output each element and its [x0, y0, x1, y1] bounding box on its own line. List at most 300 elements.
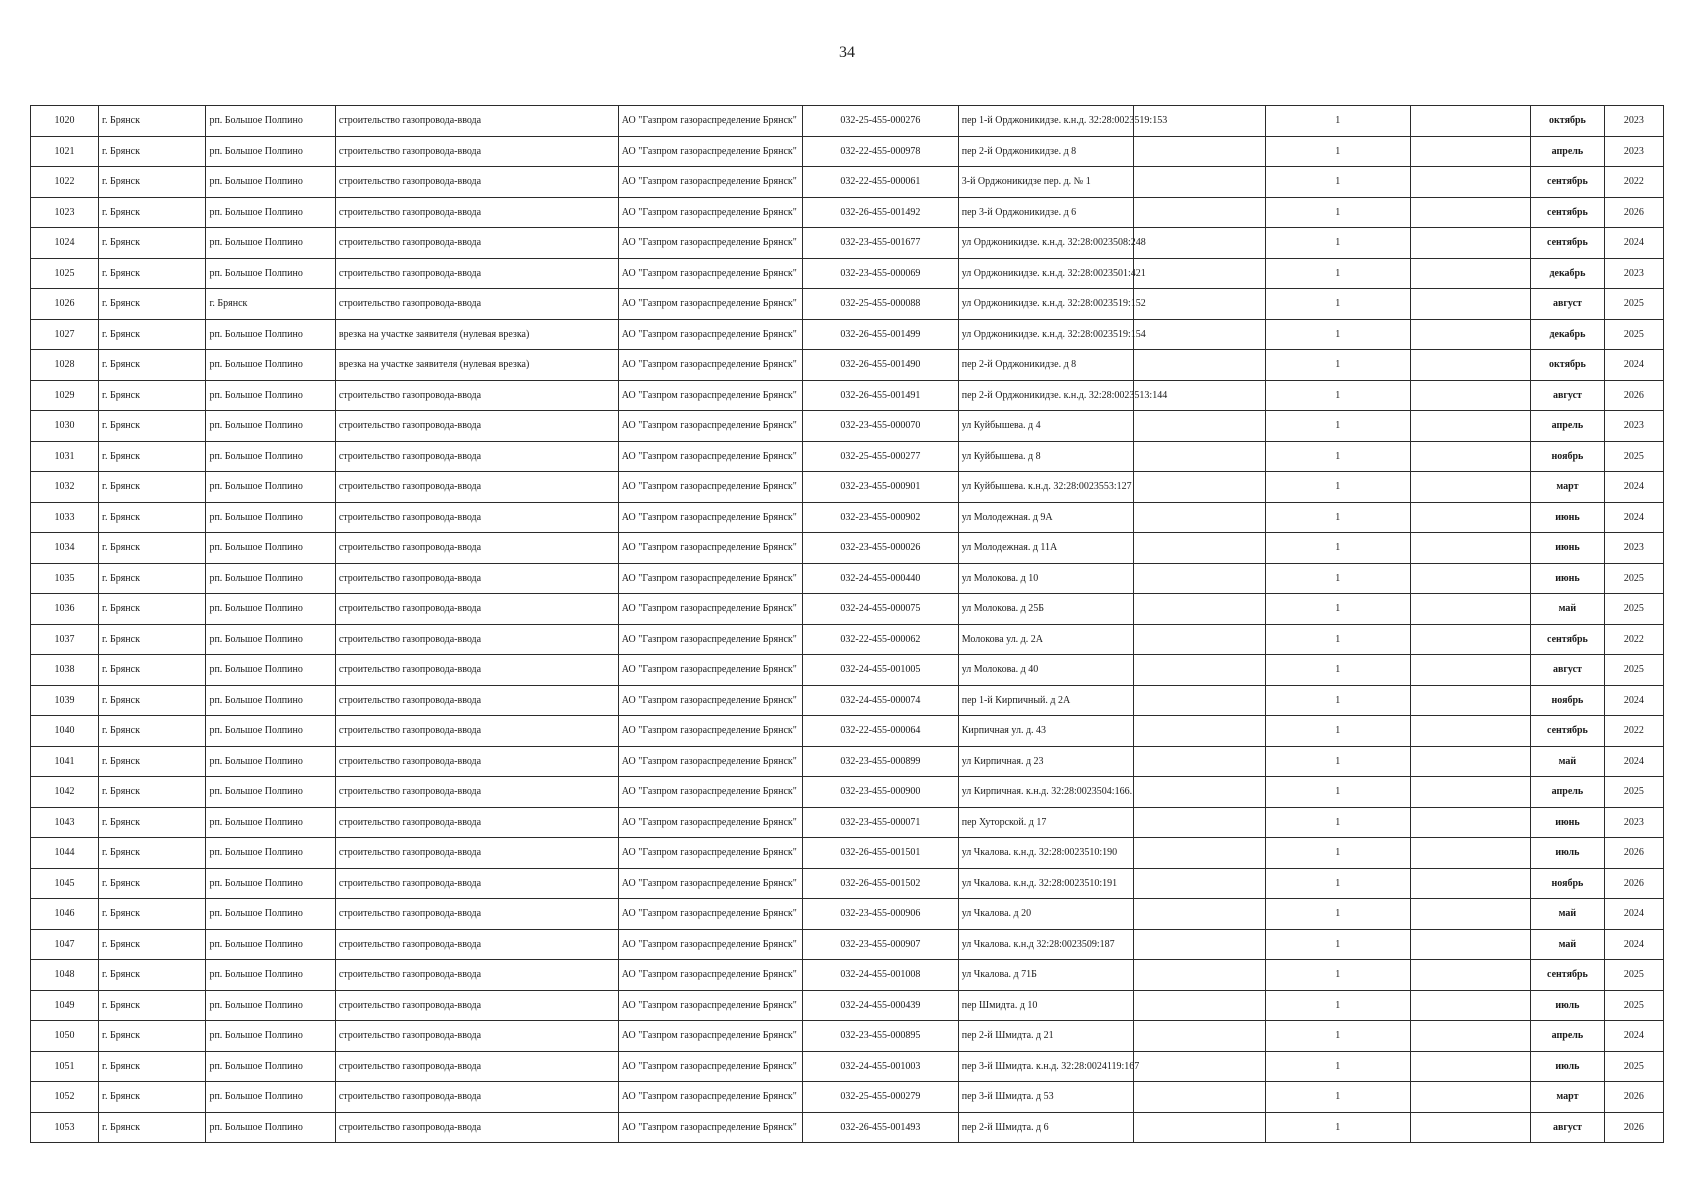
code-cell: 032-23-455-000902 — [803, 502, 959, 533]
year-cell: 2023 — [1604, 106, 1663, 137]
work-type-cell: строительство газопровода-ввода — [335, 655, 618, 686]
row-number-cell: 1049 — [31, 990, 99, 1021]
organization-cell: АО "Газпром газораспределение Брянск" — [618, 1021, 802, 1052]
address-cell: пер 1-й Кирпичный. д 2А — [958, 685, 1133, 716]
code-cell: 032-26-455-001501 — [803, 838, 959, 869]
settlement-cell: рп. Большое Полпино — [206, 136, 335, 167]
row-number-cell: 1024 — [31, 228, 99, 259]
empty-cell — [1134, 197, 1266, 228]
table-row — [31, 929, 1664, 960]
address-cell: пер 2-й Орджоникидзе. д 8 — [958, 350, 1133, 381]
settlement-cell: рп. Большое Полпино — [206, 197, 335, 228]
organization-cell: АО "Газпром газораспределение Брянск" — [618, 929, 802, 960]
city-cell: г. Брянск — [98, 594, 205, 625]
organization-cell: АО "Газпром газораспределение Брянск" — [618, 594, 802, 625]
quantity-cell: 1 — [1265, 929, 1410, 960]
empty-cell — [1134, 289, 1266, 320]
quantity-cell: 1 — [1265, 411, 1410, 442]
row-number-cell: 1053 — [31, 1112, 99, 1143]
address-cell: ул Молокова. д 40 — [958, 655, 1133, 686]
work-type-cell: строительство газопровода-ввода — [335, 167, 618, 198]
month-cell: август — [1531, 289, 1604, 320]
empty-cell — [1410, 990, 1531, 1021]
year-cell: 2023 — [1604, 807, 1663, 838]
empty-cell — [1410, 777, 1531, 808]
empty-cell — [1410, 411, 1531, 442]
month-cell: октябрь — [1531, 106, 1604, 137]
settlement-cell: рп. Большое Полпино — [206, 624, 335, 655]
month-cell: ноябрь — [1531, 868, 1604, 899]
organization-cell: АО "Газпром газораспределение Брянск" — [618, 350, 802, 381]
row-number-cell: 1022 — [31, 167, 99, 198]
table-body — [31, 106, 1664, 1143]
settlement-cell: рп. Большое Полпино — [206, 258, 335, 289]
table-row — [31, 1082, 1664, 1113]
empty-cell — [1410, 167, 1531, 198]
year-cell: 2025 — [1604, 319, 1663, 350]
city-cell: г. Брянск — [98, 319, 205, 350]
empty-cell — [1134, 746, 1266, 777]
empty-cell — [1134, 1051, 1266, 1082]
work-type-cell: строительство газопровода-ввода — [335, 807, 618, 838]
code-cell: 032-25-455-000279 — [803, 1082, 959, 1113]
year-cell: 2022 — [1604, 624, 1663, 655]
settlement-cell: рп. Большое Полпино — [206, 594, 335, 625]
year-cell: 2024 — [1604, 685, 1663, 716]
empty-cell — [1134, 228, 1266, 259]
quantity-cell: 1 — [1265, 228, 1410, 259]
empty-cell — [1134, 136, 1266, 167]
work-type-cell: строительство газопровода-ввода — [335, 594, 618, 625]
month-cell: август — [1531, 380, 1604, 411]
year-cell: 2025 — [1604, 1051, 1663, 1082]
city-cell: г. Брянск — [98, 655, 205, 686]
empty-cell — [1410, 441, 1531, 472]
quantity-cell: 1 — [1265, 990, 1410, 1021]
row-number-cell: 1025 — [31, 258, 99, 289]
organization-cell: АО "Газпром газораспределение Брянск" — [618, 838, 802, 869]
city-cell: г. Брянск — [98, 777, 205, 808]
code-cell: 032-26-455-001493 — [803, 1112, 959, 1143]
page-number: 34 — [839, 44, 855, 61]
empty-cell — [1410, 502, 1531, 533]
year-cell: 2024 — [1604, 350, 1663, 381]
row-number-cell: 1043 — [31, 807, 99, 838]
quantity-cell: 1 — [1265, 960, 1410, 991]
settlement-cell: рп. Большое Полпино — [206, 472, 335, 503]
quantity-cell: 1 — [1265, 899, 1410, 930]
quantity-cell: 1 — [1265, 1112, 1410, 1143]
table-row — [31, 563, 1664, 594]
work-type-cell: строительство газопровода-ввода — [335, 380, 618, 411]
year-cell: 2024 — [1604, 1021, 1663, 1052]
code-cell: 032-24-455-000074 — [803, 685, 959, 716]
settlement-cell: рп. Большое Полпино — [206, 655, 335, 686]
year-cell: 2025 — [1604, 990, 1663, 1021]
city-cell: г. Брянск — [98, 990, 205, 1021]
empty-cell — [1134, 350, 1266, 381]
empty-cell — [1134, 533, 1266, 564]
work-type-cell: врезка на участке заявителя (нулевая врезка) — [335, 319, 618, 350]
organization-cell: АО "Газпром газораспределение Брянск" — [618, 533, 802, 564]
quantity-cell: 1 — [1265, 533, 1410, 564]
empty-cell — [1134, 807, 1266, 838]
organization-cell: АО "Газпром газораспределение Брянск" — [618, 563, 802, 594]
organization-cell: АО "Газпром газораспределение Брянск" — [618, 716, 802, 747]
year-cell: 2023 — [1604, 411, 1663, 442]
settlement-cell: рп. Большое Полпино — [206, 868, 335, 899]
city-cell: г. Брянск — [98, 502, 205, 533]
empty-cell — [1134, 1112, 1266, 1143]
address-cell: ул Кирпичная. д 23 — [958, 746, 1133, 777]
quantity-cell: 1 — [1265, 777, 1410, 808]
city-cell: г. Брянск — [98, 1082, 205, 1113]
year-cell: 2026 — [1604, 838, 1663, 869]
empty-cell — [1134, 868, 1266, 899]
empty-cell — [1410, 929, 1531, 960]
work-type-cell: строительство газопровода-ввода — [335, 197, 618, 228]
address-cell: пер 3-й Шмидта. к.н.д. 32:28:0024119:167 — [958, 1051, 1133, 1082]
settlement-cell: рп. Большое Полпино — [206, 411, 335, 442]
organization-cell: АО "Газпром газораспределение Брянск" — [618, 228, 802, 259]
organization-cell: АО "Газпром газораспределение Брянск" — [618, 319, 802, 350]
organization-cell: АО "Газпром газораспределение Брянск" — [618, 167, 802, 198]
quantity-cell: 1 — [1265, 655, 1410, 686]
work-type-cell: строительство газопровода-ввода — [335, 289, 618, 320]
work-type-cell: строительство газопровода-ввода — [335, 1082, 618, 1113]
address-cell: пер 2-й Шмидта. д 6 — [958, 1112, 1133, 1143]
month-cell: декабрь — [1531, 258, 1604, 289]
row-number-cell: 1052 — [31, 1082, 99, 1113]
table-row — [31, 350, 1664, 381]
settlement-cell: рп. Большое Полпино — [206, 929, 335, 960]
row-number-cell: 1039 — [31, 685, 99, 716]
table-row — [31, 106, 1664, 137]
month-cell: март — [1531, 472, 1604, 503]
empty-cell — [1134, 167, 1266, 198]
row-number-cell: 1048 — [31, 960, 99, 991]
month-cell: октябрь — [1531, 350, 1604, 381]
year-cell: 2023 — [1604, 533, 1663, 564]
year-cell: 2026 — [1604, 380, 1663, 411]
month-cell: сентябрь — [1531, 197, 1604, 228]
row-number-cell: 1036 — [31, 594, 99, 625]
empty-cell — [1410, 838, 1531, 869]
year-cell: 2025 — [1604, 594, 1663, 625]
organization-cell: АО "Газпром газораспределение Брянск" — [618, 624, 802, 655]
month-cell: май — [1531, 594, 1604, 625]
empty-cell — [1410, 258, 1531, 289]
quantity-cell: 1 — [1265, 1082, 1410, 1113]
city-cell: г. Брянск — [98, 1021, 205, 1052]
work-type-cell: строительство газопровода-ввода — [335, 258, 618, 289]
organization-cell: АО "Газпром газораспределение Брянск" — [618, 411, 802, 442]
table-row — [31, 1021, 1664, 1052]
organization-cell: АО "Газпром газораспределение Брянск" — [618, 777, 802, 808]
empty-cell — [1134, 929, 1266, 960]
empty-cell — [1410, 350, 1531, 381]
empty-cell — [1134, 563, 1266, 594]
organization-cell: АО "Газпром газораспределение Брянск" — [618, 1051, 802, 1082]
year-cell: 2025 — [1604, 655, 1663, 686]
row-number-cell: 1032 — [31, 472, 99, 503]
table-row — [31, 441, 1664, 472]
year-cell: 2024 — [1604, 228, 1663, 259]
city-cell: г. Брянск — [98, 899, 205, 930]
city-cell: г. Брянск — [98, 685, 205, 716]
organization-cell: АО "Газпром газораспределение Брянск" — [618, 289, 802, 320]
table-row — [31, 716, 1664, 747]
empty-cell — [1410, 899, 1531, 930]
table-row — [31, 899, 1664, 930]
organization-cell: АО "Газпром газораспределение Брянск" — [618, 258, 802, 289]
organization-cell: АО "Газпром газораспределение Брянск" — [618, 1112, 802, 1143]
work-type-cell: строительство газопровода-ввода — [335, 716, 618, 747]
code-cell: 032-23-455-000069 — [803, 258, 959, 289]
code-cell: 032-22-455-000064 — [803, 716, 959, 747]
table-row — [31, 319, 1664, 350]
table-row — [31, 1112, 1664, 1143]
empty-cell — [1410, 289, 1531, 320]
organization-cell: АО "Газпром газораспределение Брянск" — [618, 960, 802, 991]
empty-cell — [1410, 624, 1531, 655]
work-type-cell: строительство газопровода-ввода — [335, 929, 618, 960]
work-type-cell: строительство газопровода-ввода — [335, 899, 618, 930]
work-type-cell: строительство газопровода-ввода — [335, 838, 618, 869]
row-number-cell: 1033 — [31, 502, 99, 533]
table-row — [31, 411, 1664, 442]
work-type-cell: строительство газопровода-ввода — [335, 746, 618, 777]
table-row — [31, 1051, 1664, 1082]
work-type-cell: строительство газопровода-ввода — [335, 960, 618, 991]
year-cell: 2026 — [1604, 868, 1663, 899]
organization-cell: АО "Газпром газораспределение Брянск" — [618, 197, 802, 228]
code-cell: 032-22-455-000061 — [803, 167, 959, 198]
city-cell: г. Брянск — [98, 380, 205, 411]
row-number-cell: 1047 — [31, 929, 99, 960]
city-cell: г. Брянск — [98, 624, 205, 655]
settlement-cell: рп. Большое Полпино — [206, 1112, 335, 1143]
city-cell: г. Брянск — [98, 716, 205, 747]
month-cell: апрель — [1531, 777, 1604, 808]
empty-cell — [1134, 502, 1266, 533]
empty-cell — [1410, 563, 1531, 594]
empty-cell — [1134, 716, 1266, 747]
city-cell: г. Брянск — [98, 929, 205, 960]
registry-table — [30, 105, 1664, 1143]
row-number-cell: 1029 — [31, 380, 99, 411]
month-cell: сентябрь — [1531, 624, 1604, 655]
row-number-cell: 1041 — [31, 746, 99, 777]
work-type-cell: строительство газопровода-ввода — [335, 502, 618, 533]
quantity-cell: 1 — [1265, 746, 1410, 777]
settlement-cell: рп. Большое Полпино — [206, 899, 335, 930]
table-row — [31, 594, 1664, 625]
address-cell: ул Чкалова. д 71Б — [958, 960, 1133, 991]
table-row — [31, 624, 1664, 655]
empty-cell — [1410, 1051, 1531, 1082]
code-cell: 032-26-455-001490 — [803, 350, 959, 381]
city-cell: г. Брянск — [98, 197, 205, 228]
row-number-cell: 1030 — [31, 411, 99, 442]
city-cell: г. Брянск — [98, 350, 205, 381]
table-row — [31, 136, 1664, 167]
address-cell: ул Молокова. д 10 — [958, 563, 1133, 594]
work-type-cell: строительство газопровода-ввода — [335, 624, 618, 655]
empty-cell — [1410, 716, 1531, 747]
month-cell: август — [1531, 655, 1604, 686]
city-cell: г. Брянск — [98, 472, 205, 503]
empty-cell — [1410, 746, 1531, 777]
year-cell: 2024 — [1604, 899, 1663, 930]
work-type-cell: строительство газопровода-ввода — [335, 1112, 618, 1143]
year-cell: 2022 — [1604, 167, 1663, 198]
year-cell: 2026 — [1604, 1112, 1663, 1143]
work-type-cell: строительство газопровода-ввода — [335, 441, 618, 472]
empty-cell — [1134, 685, 1266, 716]
quantity-cell: 1 — [1265, 594, 1410, 625]
year-cell: 2025 — [1604, 563, 1663, 594]
month-cell: май — [1531, 929, 1604, 960]
city-cell: г. Брянск — [98, 563, 205, 594]
address-cell: пер 1-й Орджоникидзе. к.н.д. 32:28:0023519:153 — [958, 106, 1133, 137]
address-cell: ул Орджоникидзе. к.н.д. 32:28:0023508:248 — [958, 228, 1133, 259]
row-number-cell: 1021 — [31, 136, 99, 167]
month-cell: ноябрь — [1531, 441, 1604, 472]
code-cell: 032-26-455-001499 — [803, 319, 959, 350]
code-cell: 032-22-455-000062 — [803, 624, 959, 655]
work-type-cell: строительство газопровода-ввода — [335, 777, 618, 808]
quantity-cell: 1 — [1265, 472, 1410, 503]
organization-cell: АО "Газпром газораспределение Брянск" — [618, 472, 802, 503]
city-cell: г. Брянск — [98, 807, 205, 838]
month-cell: май — [1531, 746, 1604, 777]
work-type-cell: строительство газопровода-ввода — [335, 685, 618, 716]
row-number-cell: 1034 — [31, 533, 99, 564]
empty-cell — [1134, 899, 1266, 930]
row-number-cell: 1026 — [31, 289, 99, 320]
empty-cell — [1410, 197, 1531, 228]
address-cell: ул Молокова. д 25Б — [958, 594, 1133, 625]
organization-cell: АО "Газпром газораспределение Брянск" — [618, 746, 802, 777]
settlement-cell: рп. Большое Полпино — [206, 380, 335, 411]
settlement-cell: рп. Большое Полпино — [206, 106, 335, 137]
table-row — [31, 380, 1664, 411]
code-cell: 032-24-455-001003 — [803, 1051, 959, 1082]
year-cell: 2023 — [1604, 136, 1663, 167]
year-cell: 2026 — [1604, 197, 1663, 228]
organization-cell: АО "Газпром газораспределение Брянск" — [618, 1082, 802, 1113]
empty-cell — [1410, 807, 1531, 838]
table-row — [31, 197, 1664, 228]
empty-cell — [1410, 472, 1531, 503]
month-cell: август — [1531, 1112, 1604, 1143]
empty-cell — [1134, 838, 1266, 869]
settlement-cell: рп. Большое Полпино — [206, 1082, 335, 1113]
month-cell: ноябрь — [1531, 685, 1604, 716]
month-cell: июнь — [1531, 502, 1604, 533]
work-type-cell: строительство газопровода-ввода — [335, 228, 618, 259]
address-cell: пер Шмидта. д 10 — [958, 990, 1133, 1021]
table-row — [31, 167, 1664, 198]
row-number-cell: 1040 — [31, 716, 99, 747]
city-cell: г. Брянск — [98, 228, 205, 259]
empty-cell — [1410, 868, 1531, 899]
empty-cell — [1410, 533, 1531, 564]
settlement-cell: рп. Большое Полпино — [206, 1021, 335, 1052]
code-cell: 032-22-455-000978 — [803, 136, 959, 167]
quantity-cell: 1 — [1265, 838, 1410, 869]
empty-cell — [1134, 411, 1266, 442]
empty-cell — [1134, 655, 1266, 686]
address-cell: ул Чкалова. к.н.д 32:28:0023509:187 — [958, 929, 1133, 960]
address-cell: ул Молодежная. д 11А — [958, 533, 1133, 564]
empty-cell — [1134, 594, 1266, 625]
address-cell: ул Куйбышева. д 8 — [958, 441, 1133, 472]
quantity-cell: 1 — [1265, 197, 1410, 228]
address-cell: пер 3-й Орджоникидзе. д 6 — [958, 197, 1133, 228]
quantity-cell: 1 — [1265, 289, 1410, 320]
address-cell: Кирпичная ул. д. 43 — [958, 716, 1133, 747]
table-row — [31, 289, 1664, 320]
settlement-cell: рп. Большое Полпино — [206, 777, 335, 808]
organization-cell: АО "Газпром газораспределение Брянск" — [618, 685, 802, 716]
city-cell: г. Брянск — [98, 533, 205, 564]
table-row — [31, 990, 1664, 1021]
address-cell: пер 2-й Орджоникидзе. к.н.д. 32:28:0023513:144 — [958, 380, 1133, 411]
organization-cell: АО "Газпром газораспределение Брянск" — [618, 380, 802, 411]
settlement-cell: г. Брянск — [206, 289, 335, 320]
work-type-cell: строительство газопровода-ввода — [335, 563, 618, 594]
code-cell: 032-23-455-000907 — [803, 929, 959, 960]
quantity-cell: 1 — [1265, 868, 1410, 899]
table-row — [31, 838, 1664, 869]
month-cell: апрель — [1531, 1021, 1604, 1052]
quantity-cell: 1 — [1265, 624, 1410, 655]
empty-cell — [1410, 1021, 1531, 1052]
settlement-cell: рп. Большое Полпино — [206, 563, 335, 594]
code-cell: 032-24-455-001008 — [803, 960, 959, 991]
quantity-cell: 1 — [1265, 1051, 1410, 1082]
address-cell: ул Куйбышева. к.н.д. 32:28:0023553:127 — [958, 472, 1133, 503]
address-cell: ул Чкалова. к.н.д. 32:28:0023510:191 — [958, 868, 1133, 899]
settlement-cell: рп. Большое Полпино — [206, 716, 335, 747]
settlement-cell: рп. Большое Полпино — [206, 441, 335, 472]
address-cell: ул Орджоникидзе. к.н.д. 32:28:0023519:154 — [958, 319, 1133, 350]
organization-cell: АО "Газпром газораспределение Брянск" — [618, 990, 802, 1021]
settlement-cell: рп. Большое Полпино — [206, 990, 335, 1021]
year-cell: 2023 — [1604, 258, 1663, 289]
organization-cell: АО "Газпром газораспределение Брянск" — [618, 655, 802, 686]
row-number-cell: 1045 — [31, 868, 99, 899]
table-row — [31, 228, 1664, 259]
row-number-cell: 1050 — [31, 1021, 99, 1052]
table-row — [31, 472, 1664, 503]
year-cell: 2024 — [1604, 502, 1663, 533]
work-type-cell: строительство газопровода-ввода — [335, 411, 618, 442]
settlement-cell: рп. Большое Полпино — [206, 838, 335, 869]
city-cell: г. Брянск — [98, 289, 205, 320]
empty-cell — [1410, 136, 1531, 167]
work-type-cell: строительство газопровода-ввода — [335, 533, 618, 564]
quantity-cell: 1 — [1265, 106, 1410, 137]
empty-cell — [1410, 960, 1531, 991]
settlement-cell: рп. Большое Полпино — [206, 533, 335, 564]
quantity-cell: 1 — [1265, 258, 1410, 289]
work-type-cell: строительство газопровода-ввода — [335, 106, 618, 137]
code-cell: 032-23-455-000070 — [803, 411, 959, 442]
row-number-cell: 1027 — [31, 319, 99, 350]
